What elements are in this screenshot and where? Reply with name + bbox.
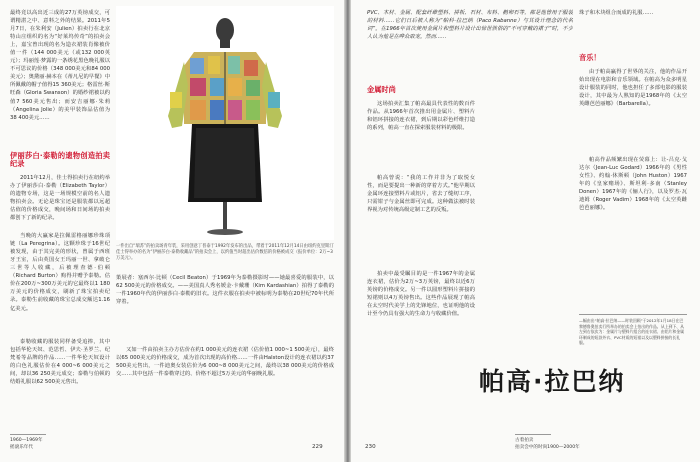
footer-subtitle: 拍卖会中的时尚1900—2000年 — [515, 445, 580, 450]
footer-years: 1960—1969年 — [10, 438, 43, 443]
section-paragraph: 这场拍卖汇集了帕高最具代表性的数百件作品。从1966年首次推出用金属片、塑料片和铝环拼接的连衣裙，到后期以彩色纤维打造的系列，帕高一直在探索服装材料的极限。 — [367, 101, 475, 132]
footer-title: 古着拍卖 — [515, 438, 534, 443]
page-number: 229 — [312, 444, 323, 450]
music-paragraph: 帕高作品频繁出现在荧幕上：让-吕克·戈达尔（Jean-Luc Godard）1966年的《男性女性》、约翰·休斯顿（John Huston）1967年的《皇家赌场》、斯坦利·多南（Stanley Donen）1967年的《俪人行》，以及罗杰·瓦迪姆（Roger Vadim）1968年的《太空英雌芭芭丽娜》。 — [579, 157, 687, 212]
book-gutter — [344, 0, 351, 462]
column-paragraph: 策展者：塞西尔·比顿（Cecil Beaton）于1969年为泰勒摄影时——她最喜爱的服装中，以62 500美元的价格成交。——美国真人秀名媛金·卡戴珊（Kim Kardashian）拍得了泰勒的一件1960年代的伊丽莎白·泰勒的旧衣。这件衣服在拍卖中被标明为泰勒在20世纪70年代所穿着。 — [116, 275, 334, 306]
section-heading: 伊丽莎白·泰勒的遗物创造拍卖纪录 — [10, 151, 110, 169]
right-page-left-column — [367, 86, 475, 424]
top-note-text: PVC、木材、金属、配套纤维塑料、拼板、石材、布料、鹅卵石等，都是他曾用于服装的材料……它们日后被人称为“帕科·拉巴纳（Paco Rabanne）与其设计理念的代名词”。在1966年首次使用金属片和塑料片设计出惊世骇俗的“不可穿戴的裙子”时，不少人认为他是在哗众取宠。然而…… — [367, 10, 573, 41]
footer-title: 摇滚乐年代 — [10, 445, 33, 450]
music-paragraph: 由于帕高赢得了世界的关注，他的作品开始出现在电影和音乐领域。在帕高为众多明星设计服装的同时，他也担任了多部电影的服装设计，其中最为人熟知的是1968年的《太空英雌芭芭丽娜》（Barbarella）。 — [579, 69, 687, 108]
garment-photo — [116, 6, 334, 240]
intro-paragraph: 最终竞以高出近三成的27万英镑成交，可谓精湛之中、意料之外的结果。2011年5月7日，在朱利安（Julien）拍卖行在北京特山庄组织的名为“好莱坞传奇”的拍卖会上，嘉宝曾出现的名为造衣裙装肖像被价值一件（144 000美元（或132 000英元）；玛丽莲·梦露的一条绣花黑色晚礼服以不可思议的价格（348 000美元和84 000美元）；奥黛丽·赫本在《蒂凡尼的早餐》中所佩戴的帽子值得15 360美元；格雷丝·斯旺森（Gloria Swanson）的婚纱裙被以约值7 560美元售出；而安吉丽娜·朱莉（Angelina Jolie）的美甲装饰品估值为38 400美元…… — [10, 10, 110, 121]
section-paragraph: 帕高曾说：“我的工作并非为了取悦女性，而是要提出一种新的穿着方式。”他早期以金属环连接塑料片或铝片，省去了缝纫工序，只需钳子与金属丝即可完成。这种做法被时装界视为对传统高级定制工艺的反叛。 — [367, 175, 475, 214]
footer-rule — [515, 434, 551, 435]
right-col-top: 珠子和木块组合而成的礼服…… — [579, 10, 654, 16]
column-paragraph: 又如一件由拍卖主办方估价在约1 000美元的连衣裙（估价值1 000~1 500美元），最终以65 000美元的价格成交，成为首次出现的高价格……一件由Halston设计的连衣裙以约37 500美元售出，一件迪奥女装估价为6 000~8 000美元之间，最终以38 000美元的价格成交……其中包括一件泰勒穿过的、价格不超过5万美元的华丽晚礼服。 — [116, 347, 334, 378]
right-page-right-column — [481, 9, 687, 19]
section-paragraph: 拍卖中最受瞩目的是一件1967年的金属连衣裙，估价为2万~3万英镑，最终以近6万英镑的价格成交。另一件以圆形塑料片拼接的短裙则以4万英镑售出。这些作品展现了帕高在太空时代美学上的先锋地位，也证明他的设计至今仍具有强大的生命力与收藏价值。 — [367, 271, 475, 318]
left-text-column — [10, 9, 110, 426]
section-paragraph: 泰勒收藏的服装同样备受追捧，其中包括华伦天奴、范思哲、伊夫·圣罗兰、纪梵希等品牌的作品……一件华伦天奴设计的白色礼服估价在4 000~6 000美元之间，却以36 250美元成交；泰勒与伯顿的结婚礼服以62 500美元售出。 — [10, 339, 110, 386]
right-page-music-column — [579, 54, 687, 268]
section-paragraph: 2011年12月，佳士得拍卖行在纽约举办了伊丽莎白·泰勒（Elizabeth Taylor）的遗物专场，这是一场规模空前的名人遗物拍卖会。无论是珠宝还是服装都以远超估值的价格成交，晚间场和日间场的拍卖都创下了新的纪录。 — [10, 175, 110, 222]
left-page — [0, 0, 344, 462]
chapter-title: 帕高·拉巴纳 — [479, 367, 626, 396]
section-paragraph: 当晚的大赢家是拉佩雷格丽娜珍珠项链（La Peregrina）。这颗珍珠于16世纪被发现，由于其完美的形状，曾属于西班牙王室，后由英国女王玛丽一世、拿破仑三世等人收藏，后被理查德·伯顿（Richard Burton）购得并赠予泰勒。估价在200万~300万美元的它最终以1 180万美元的价格成交，刷新了珠宝拍卖纪录。泰勒生前收藏的珠宝总成交额达1.16亿美元。 — [10, 233, 110, 312]
left-page-right-column — [116, 274, 334, 426]
footnote-rule — [579, 314, 687, 315]
printed-jacket-image — [116, 6, 334, 240]
footer-rule — [10, 434, 46, 435]
footnote: —幅由出“帕高·拉巴纳——时装回顾”于2012年1月18日在巴黎德鲁奥拍卖行所举办的拍卖会上拍出的作品。从上到下、从左到右依次为：金属片与塑料片组合的连衣裙、由铝片和金属环制成的短款外衣、PVC材质的短裙以及以塑料拼接的长礼服。 — [579, 318, 685, 346]
section-heading: 金属时尚 — [367, 85, 396, 94]
page-number: 230 — [365, 444, 376, 450]
photo-caption: 一件出自“瑞苏”的拍卖场青年装，采用创意丁普泰于1992年发布的出品，带着于2011年12月14日由纽约克里斯汀佳士得举办的名为“伊丽莎白·泰勒收藏品”的拍卖会上，以约值当时超出估价数倍的价格被成交（报价单位：2万~3万美元）。 — [116, 244, 334, 262]
right-page — [351, 0, 700, 462]
music-heading: 音乐！ — [579, 53, 601, 62]
